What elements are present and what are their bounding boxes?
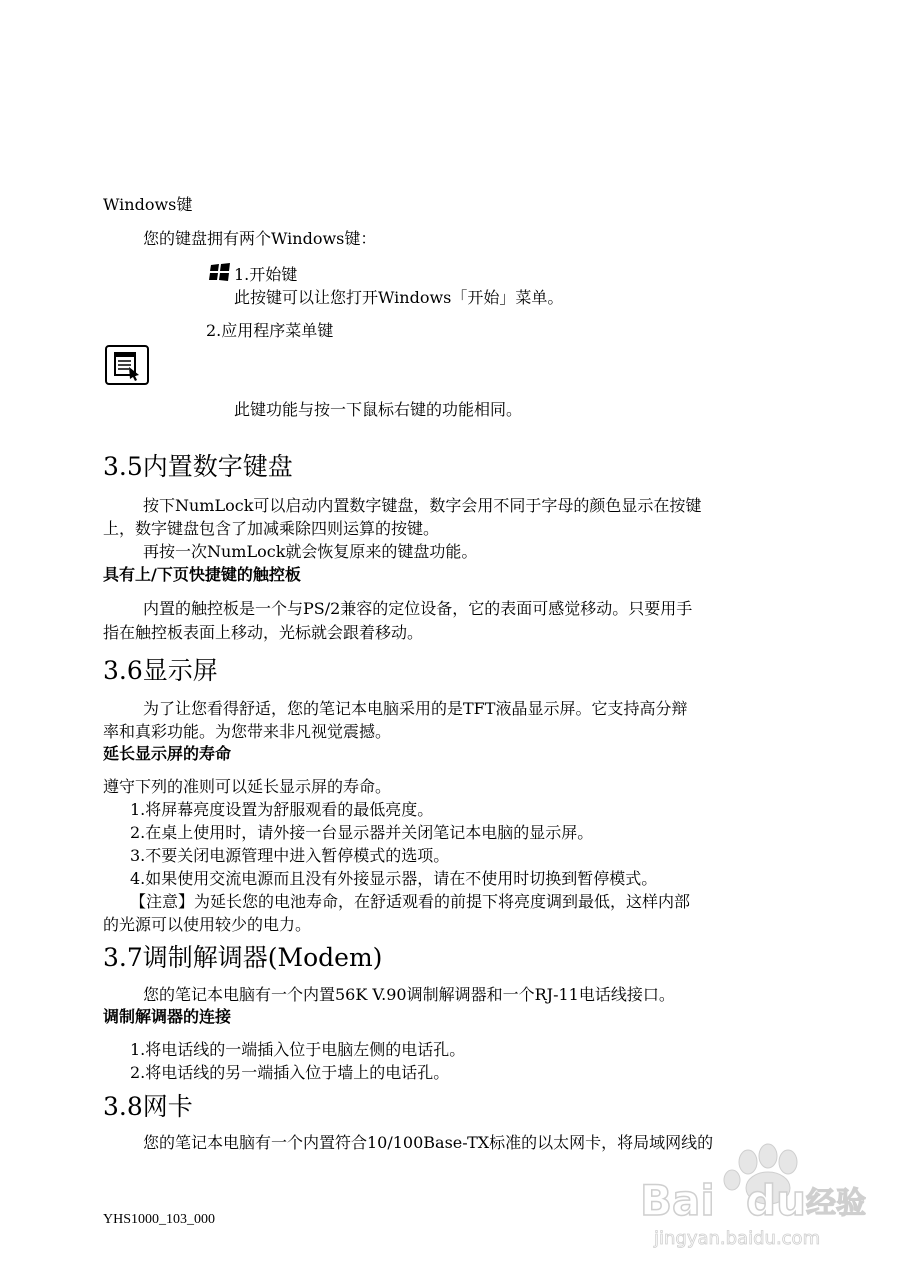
- list-item: 4.如果使用交流电源而且没有外接显示器，请在不使用时切换到暂停模式。: [130, 869, 658, 888]
- section-3-5-para1-line2: 上，数字键盘包含了加减乘除四则运算的按键。: [103, 519, 440, 538]
- modem-connect-subheading: 调制解调器的连接: [103, 1007, 232, 1026]
- windows-key-intro: 您的键盘拥有两个Windows键：: [143, 229, 377, 248]
- app-menu-key-title: 2.应用程序菜单键: [206, 321, 334, 340]
- app-menu-key-desc: 此键功能与按一下鼠标右键的功能相同。: [234, 400, 523, 419]
- section-3-5-para3-line2: 指在触控板表面上移动，光标就会跟着移动。: [103, 623, 424, 642]
- list-item: 3.不要关闭电源管理中进入暂停模式的选项。: [130, 846, 450, 865]
- list-item: 1.将电话线的一端插入位于电脑左侧的电话孔。: [130, 1040, 466, 1059]
- list-item: 2.将电话线的另一端插入位于墙上的电话孔。: [130, 1063, 450, 1082]
- display-life-intro: 遵守下列的准则可以延长显示屏的寿命。: [103, 777, 392, 796]
- footer-doc-code: YHS1000_103_000: [103, 1212, 216, 1227]
- windows-key-heading: Windows键: [103, 195, 193, 214]
- application-menu-key-icon: [105, 345, 149, 385]
- start-key-desc: 此按键可以让您打开Windows「开始」菜单。: [234, 288, 564, 307]
- windows-logo-icon: [208, 263, 234, 281]
- note-line1: 【注意】为延长您的电池寿命，在舒适观看的前提下将亮度调到最低，这样内部: [130, 892, 691, 911]
- section-3-7-title: 3.7调制解调器(Modem): [103, 943, 383, 972]
- start-key-title: 1.开始键: [234, 265, 298, 284]
- svg-text:经验: 经验: [806, 1186, 866, 1221]
- section-3-5-para2: 再按一次NumLock就会恢复原来的键盘功能。: [143, 542, 478, 561]
- section-3-5-para3-line1: 内置的触控板是一个与PS/2兼容的定位设备，它的表面可感觉移动。只要用手: [143, 599, 693, 618]
- display-life-subheading: 延长显示屏的寿命: [103, 744, 232, 763]
- svg-text:Bai: Bai: [640, 1176, 715, 1225]
- svg-text:du: du: [746, 1176, 806, 1225]
- svg-text:jingyan.baidu.com: jingyan.baidu.com: [654, 1228, 821, 1249]
- section-3-6-para1-line2: 率和真彩功能。为您带来非凡视觉震撼。: [103, 722, 392, 741]
- section-3-6-title: 3.6显示屏: [103, 656, 218, 685]
- touchpad-subheading: 具有上/下页快捷键的触控板: [103, 565, 301, 584]
- list-item: 1.将屏幕亮度设置为舒服观看的最低亮度。: [130, 800, 434, 819]
- note-line2: 的光源可以使用较少的电力。: [103, 915, 312, 934]
- baidu-jingyan-watermark: [640, 1140, 880, 1270]
- section-3-5-para1-line1: 按下NumLock可以启动内置数字键盘，数字会用不同于字母的颜色显示在按键: [143, 496, 702, 515]
- list-item: 2.在桌上使用时，请外接一台显示器并关闭笔记本电脑的显示屏。: [130, 823, 594, 842]
- section-3-8-para1: 您的笔记本电脑有一个内置符合10/100Base-TX标准的以太网卡，将局域网线的: [143, 1133, 714, 1152]
- section-3-8-title: 3.8网卡: [103, 1092, 193, 1121]
- section-3-5-title: 3.5内置数字键盘: [103, 452, 293, 481]
- section-3-6-para1-line1: 为了让您看得舒适，您的笔记本电脑采用的是TFT液晶显示屏。它支持高分辩: [143, 699, 688, 718]
- section-3-7-para1: 您的笔记本电脑有一个内置56K V.90调制解调器和一个RJ-11电话线接口。: [143, 985, 675, 1004]
